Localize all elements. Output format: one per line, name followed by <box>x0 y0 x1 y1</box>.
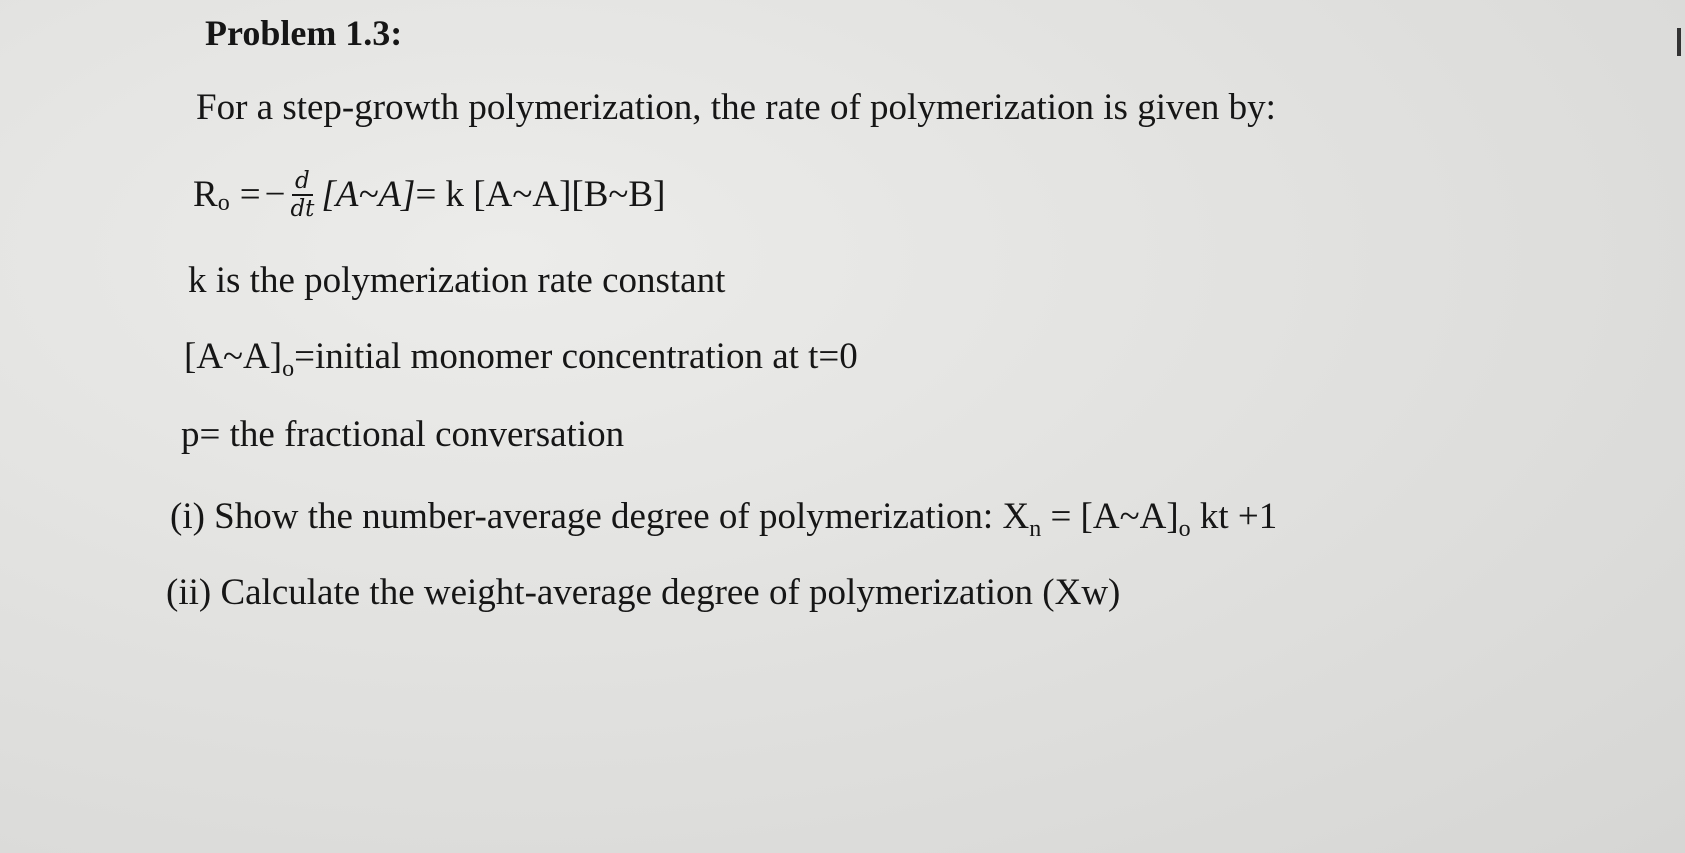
rate-symbol: R <box>193 174 218 215</box>
concentration-term: [A~A] <box>321 174 416 215</box>
initial-concentration-text: =initial monomer concentration at t=0 <box>294 336 858 377</box>
derivative-fraction <box>287 168 317 222</box>
edge-mark <box>1677 28 1681 56</box>
question-1-text: (i) Show the number-average degree of polymerization: X <box>170 496 1030 537</box>
definition-k: k is the polymerization rate constant <box>188 260 726 301</box>
minus-sign: − <box>264 174 286 215</box>
rate-law-rhs: = k [A~A][B~B] <box>415 174 666 215</box>
question-1-suffix: kt +1 <box>1190 496 1278 537</box>
question-1-middle: = [A~A] <box>1041 496 1179 537</box>
problem-title: Problem 1.3: <box>205 13 403 53</box>
question-1 <box>170 495 1277 543</box>
equals-sign: = <box>239 174 261 215</box>
fraction-numerator: d <box>292 168 313 196</box>
problem-intro: For a step-growth polymerization, the rate of polymerization is given by: <box>196 87 1276 128</box>
definition-initial-concentration <box>184 335 858 383</box>
rate-subscript: o <box>217 190 230 216</box>
question-1-subscript-n: n <box>1029 516 1042 542</box>
rate-equation <box>193 168 665 222</box>
fraction-denominator: dt <box>290 196 315 222</box>
initial-concentration-subscript: o <box>282 356 295 382</box>
definition-p: p= the fractional conversation <box>181 414 625 455</box>
question-2: (ii) Calculate the weight-average degree of polymerization (Xw) <box>166 572 1121 613</box>
initial-concentration-symbol: [A~A] <box>184 336 283 377</box>
question-1-subscript-o: o <box>1178 516 1191 542</box>
